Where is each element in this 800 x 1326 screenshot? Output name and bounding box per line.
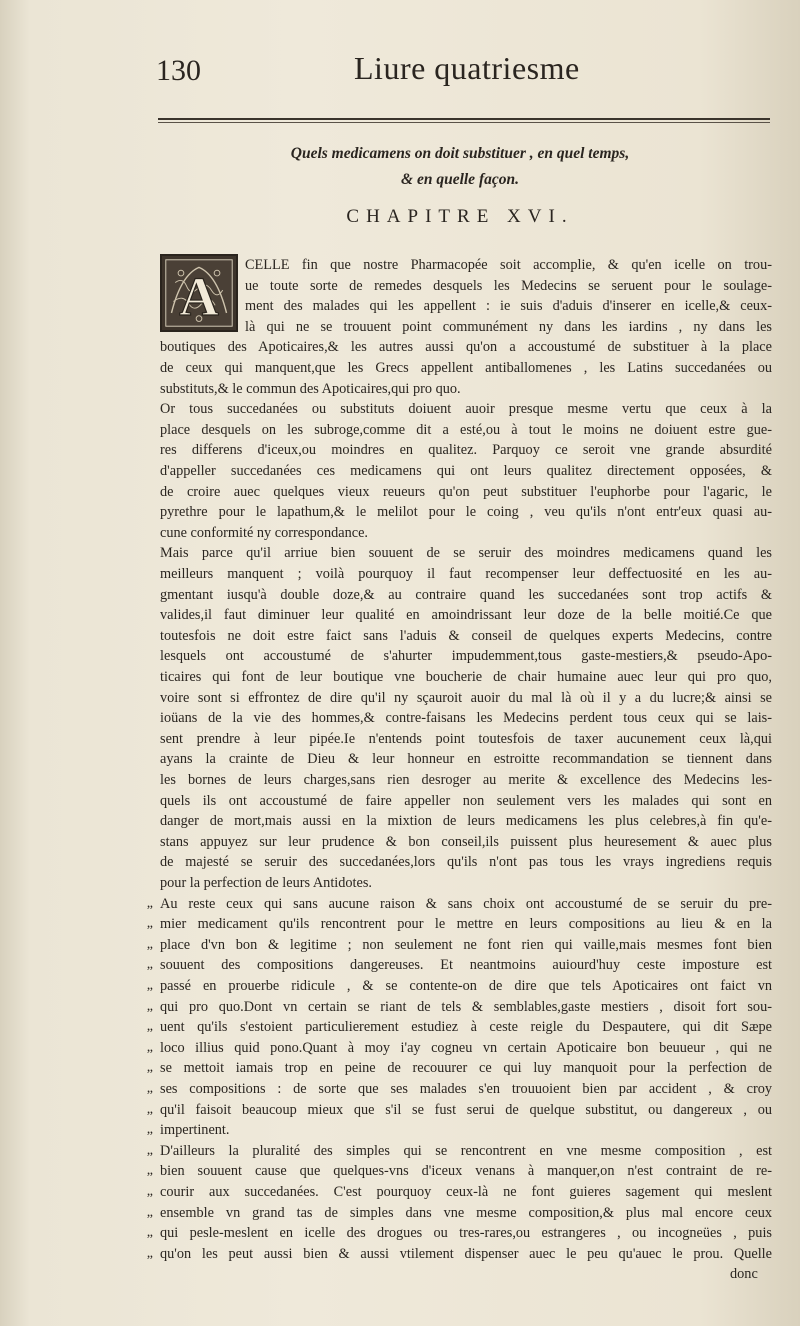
text-line: Au reste ceux qui sans aucune raison & sans choix ont accoustumé de se seruir du pre- xyxy=(160,895,772,912)
text-line: place desquels on les subroge,comme dit a esté,ou à tout le moins ne doiuent estre gue- xyxy=(160,421,772,438)
text-line: gmentant iusqu'à double doze,& au contraire quand les succedanées sont trop actifs & xyxy=(160,586,772,603)
margin-quote-mark: „ xyxy=(146,978,153,993)
text-line: qu'on les peut aussi bien & aussi vtilement dispenser auec le peu qu'auec le prou. Quelle xyxy=(160,1245,772,1262)
chapter-title-line-2: & en quelle façon. xyxy=(401,171,519,188)
text-line: qui pro quo.Dont vn certain se riant de tels & semblables,gaste mestiers , disoit fort sou- xyxy=(160,998,772,1015)
margin-quote-mark: „ xyxy=(146,1019,153,1035)
margin-quote-mark: „ xyxy=(146,957,153,973)
text-line: qui pesle-meslent en icelle des drogues ou tres-rares,ou estrangeres , ou incogneües , puis xyxy=(160,1225,772,1242)
chapter-title-line-1: Quels medicamens on doit substituer , en quel temps, xyxy=(290,145,630,162)
text-line: ment des malades qui les appellent : ie suis d'aduis d'inserer en icelle,& ceux- xyxy=(245,298,772,315)
margin-quote-mark: „ xyxy=(146,1225,153,1241)
ornamental-initial-icon xyxy=(160,254,238,332)
text-line: mier medicament qu'ils rencontrent pour le mettre en leurs compositions au lieu & en la xyxy=(160,916,772,933)
margin-quote-mark: „ xyxy=(146,1184,153,1199)
text-line: ensemble vn grand tas de simples dans vne mesme composition,& plus mal encore ceux xyxy=(160,1204,772,1221)
margin-quote-mark: „ xyxy=(146,1204,153,1220)
margin-quote-mark: „ xyxy=(146,998,153,1014)
text-line: CELLE fin que nostre Pharmacopée soit accomplie, & qu'en icelle on trou- xyxy=(245,257,772,273)
text-line: passé en prouerbe ridicule , & se contente-on de dire que tels Apoticaires ont faict vn xyxy=(160,978,772,994)
text-line: danger de mort,mais aussi en la mixtion de leurs medicamens les plus celebres,à fin qu'e- xyxy=(160,813,772,830)
text-line: stans appuyez sur leur prudence & bon conseil,ils puissent plus heuresement & auec plus xyxy=(160,833,772,850)
text-line: sent prendre à leur pipée.Ie n'entends point toutesfois de taxer aucunement ceux là,qui xyxy=(160,730,772,747)
text-line: ayans la crainte de Dieu & leur honneur en estroitte recommandation se tiennent dans xyxy=(160,751,772,768)
text-line: de croire auec quelques vieux reueurs qu'on peut substituer l'euphorbe pour l'agaric, le xyxy=(160,483,772,500)
text-line: boutiques des Apoticaires,& les autres aussi qu'on a accoustumé de substituer à la place xyxy=(160,339,772,356)
margin-quote-mark: „ xyxy=(146,936,153,952)
text-line: bien souuent cause que quelques-vns d'iceux venans à manquer,on n'est contraint de re- xyxy=(160,1163,772,1180)
margin-quote-mark: „ xyxy=(146,916,153,932)
text-line: les bornes de leurs charges,sans rien desroger au merite & excellence des Medecins les- xyxy=(160,772,772,788)
text-line: meilleurs manquent ; voilà pourquoy il faut recompenser leur deffectuosité en les au- xyxy=(160,566,772,582)
text-line: substituts,& le commun des Apoticaires,qui pro quo. xyxy=(160,380,461,397)
text-line: D'ailleurs la pluralité des simples qui se rencontrent en vne mesme composition , est xyxy=(160,1142,772,1159)
text-line: valides,il faut diminuer leur qualité en amoindrissant leur doze de la belle moitié.Ce que xyxy=(160,607,772,624)
catchword: donc xyxy=(730,1266,758,1283)
text-line: se mettoit iamais trop en peine de recouurer ce qui luy manquoit pour la perfection de xyxy=(160,1060,772,1077)
text-line: toutesfois ne doit estre faict sans l'aduis & conseil de quelques experts Medecins, contre xyxy=(160,627,772,644)
text-line: Mais parce qu'il arriue bien souuent de se seruir des moindres medicamens quand les xyxy=(160,545,772,562)
text-line: res differens d'iceux,ou moindres en qualitez. Parquoy ce seroit vne grande absurdité xyxy=(160,442,772,459)
page-header xyxy=(156,50,776,100)
running-title: Liure quatriesme xyxy=(354,50,580,86)
margin-quote-mark: „ xyxy=(146,1060,153,1076)
margin-quote-mark: „ xyxy=(146,1245,153,1261)
margin-quote-mark: „ xyxy=(146,1163,153,1179)
text-line: Or tous succedanées ou substituts doiuent auoir presque mesme vertu que ceux à la xyxy=(160,401,772,418)
text-line: pyrethre pour le lapathum,& le melilot pour le coing , veu qu'ils n'ont entr'eux quasi au- xyxy=(160,504,772,521)
chapter-heading: CHAPITRE XVI. xyxy=(346,206,574,227)
text-line: ses compositions : de sorte que ses malades s'en trouuoient bien par accident , & croy xyxy=(160,1081,772,1097)
text-line: cune conformité ny correspondance. xyxy=(160,524,369,541)
margin-quote-mark: „ xyxy=(146,1081,153,1096)
margin-quote-mark: „ xyxy=(146,1039,153,1055)
text-line: lesquels ont accoustumé de s'ahurter impudemment,tous gaste-mestiers,& pseudo-Apo- xyxy=(160,648,772,665)
text-line: ioüans de la vie des hommes,& contre-faisans les Medecins perdent tous ceux qui se lais- xyxy=(160,710,772,727)
drop-cap-letter: A xyxy=(179,265,219,327)
margin-quote-mark: „ xyxy=(146,1142,153,1158)
margin-quote-mark: „ xyxy=(146,1122,153,1138)
text-line: qu'il faisoit beaucoup mieux que s'il se fust serui de quelque substitut, ou dangereux , ou xyxy=(160,1101,772,1118)
header-rule-thin xyxy=(158,122,770,123)
text-line: courir aux succedanées. C'est pourquoy ceux-là ne font guieres sagement qui meslent xyxy=(160,1184,772,1200)
text-line: ue toute sorte de remedes desquels les Medecins se seruent pour le soulage- xyxy=(245,277,772,294)
text-line: loco illius quid pono.Quant à moy i'ay cogneu vn certain Apoticaire bon beuueur , qui ne xyxy=(160,1039,772,1056)
text-line: de ceux qui manquent,que les Grecs appellent antiballomenes , les Latins succedanées ou xyxy=(160,360,772,376)
text-line: pour la perfection de leurs Antidotes. xyxy=(160,875,373,891)
margin-quote-mark: „ xyxy=(146,1101,153,1117)
page-number: 130 xyxy=(156,54,201,87)
text-line: d'appeller succedanées ces medicamens qui ont leurs qualitez directement opposées, & xyxy=(160,463,772,479)
margin-quote-mark: „ xyxy=(146,895,153,911)
text-line: voire sont si effrontez de dire qu'il ny sçauroit auoir du mal là où il y a du lucre;& ainsi se xyxy=(160,689,772,706)
text-line: ticaires qui font de leur boutique vne boucherie de chair humaine auec leur qui pro quo, xyxy=(160,669,772,685)
text-line: uent qu'ils s'estoient particulierement estudiez à ceste reigle du Despautere, qui dit Sæpe xyxy=(160,1019,772,1036)
text-line: impertinent. xyxy=(160,1122,230,1139)
header-rule xyxy=(158,118,770,120)
text-line: là qui ne se trouuent point communément ny dans les iardins , ny dans les xyxy=(245,318,772,335)
text-line: de majesté se seruir des succedanées,lors qu'ils n'ont pas tous les vrays ingrediens requis xyxy=(160,854,772,871)
text-line: souuent des compositions dangereuses. Et neantmoins auiourd'huy ceste imposture est xyxy=(160,957,772,974)
text-line: place d'vn bon & legitime ; non seulement ne font rien qui vaille,mais mesmes font bien xyxy=(160,936,772,953)
text-line: quels ils ont accoustumé de faire appeller non seulement vers les malades qui sont en xyxy=(160,792,772,809)
